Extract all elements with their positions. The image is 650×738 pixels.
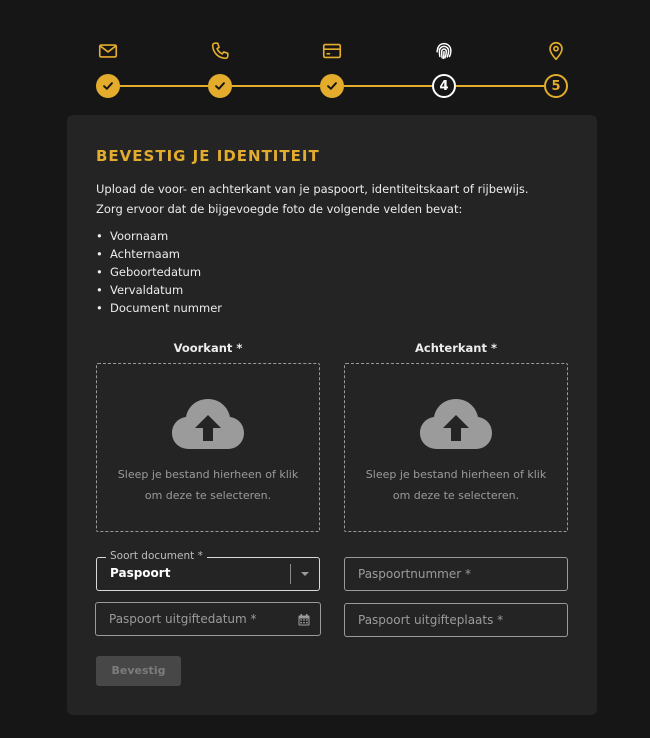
list-item: • Vervaldatum xyxy=(96,281,222,299)
issue-date-placeholder: Paspoort uitgiftedatum * xyxy=(109,612,257,626)
checkmark-icon xyxy=(325,79,339,93)
phone-icon xyxy=(209,40,231,62)
cloud-upload-icon xyxy=(171,397,245,451)
credit-card-icon xyxy=(321,40,343,62)
back-upload-label: Achterkant * xyxy=(415,341,497,355)
step-2-completed[interactable] xyxy=(208,74,232,98)
passport-number-placeholder: Paspoortnummer * xyxy=(358,567,471,581)
document-type-select[interactable] xyxy=(96,550,320,591)
identity-verification-card xyxy=(67,115,597,715)
list-item: • Document nummer xyxy=(96,299,222,317)
required-fields-list xyxy=(96,227,222,317)
checkmark-icon xyxy=(213,79,227,93)
confirm-button[interactable]: Bevestig xyxy=(96,656,181,686)
intro-text: Upload de voor- en achterkant van je paspoort, identiteitskaart of rijbewijs. Zorg ervoor dat de bijgevoegde foto de volgende velden bevat: xyxy=(96,182,529,216)
front-dropzone[interactable] xyxy=(96,363,320,532)
stepper-connector xyxy=(344,85,432,87)
issue-place-input[interactable] xyxy=(344,603,568,637)
passport-number-input[interactable] xyxy=(344,557,568,591)
chevron-down-icon[interactable] xyxy=(301,572,309,576)
stepper-connector xyxy=(120,85,208,87)
step-5-upcoming: 5 xyxy=(544,74,568,98)
list-item: • Achternaam xyxy=(96,245,222,263)
back-dropzone[interactable] xyxy=(344,363,568,532)
issue-date-input[interactable] xyxy=(95,602,321,636)
cloud-upload-icon xyxy=(419,397,493,451)
location-pin-icon xyxy=(545,40,567,62)
fingerprint-icon xyxy=(433,40,455,62)
step-1-completed[interactable] xyxy=(96,74,120,98)
document-type-value: Paspoort xyxy=(110,566,171,580)
calendar-icon[interactable] xyxy=(298,614,310,626)
envelope-icon xyxy=(97,40,119,62)
front-upload-label: Voorkant * xyxy=(173,341,243,355)
page-title: BEVESTIG JE IDENTITEIT xyxy=(96,147,320,165)
step-4-current: 4 xyxy=(432,74,456,98)
front-dropzone-hint: Sleep je bestand hierheen of klik om deze te selecteren. xyxy=(117,468,299,502)
stepper-connector xyxy=(232,85,320,87)
checkmark-icon xyxy=(101,79,115,93)
step-3-completed[interactable] xyxy=(320,74,344,98)
list-item: • Voornaam xyxy=(96,227,222,245)
document-type-label: Soort document * xyxy=(106,550,207,562)
stepper-connector xyxy=(456,85,544,87)
list-item: • Geboortedatum xyxy=(96,263,222,281)
back-dropzone-hint: Sleep je bestand hierheen of klik om deze te selecteren. xyxy=(365,468,547,502)
issue-place-placeholder: Paspoort uitgifteplaats * xyxy=(358,613,504,627)
select-divider xyxy=(290,564,291,584)
progress-stepper xyxy=(0,0,650,110)
